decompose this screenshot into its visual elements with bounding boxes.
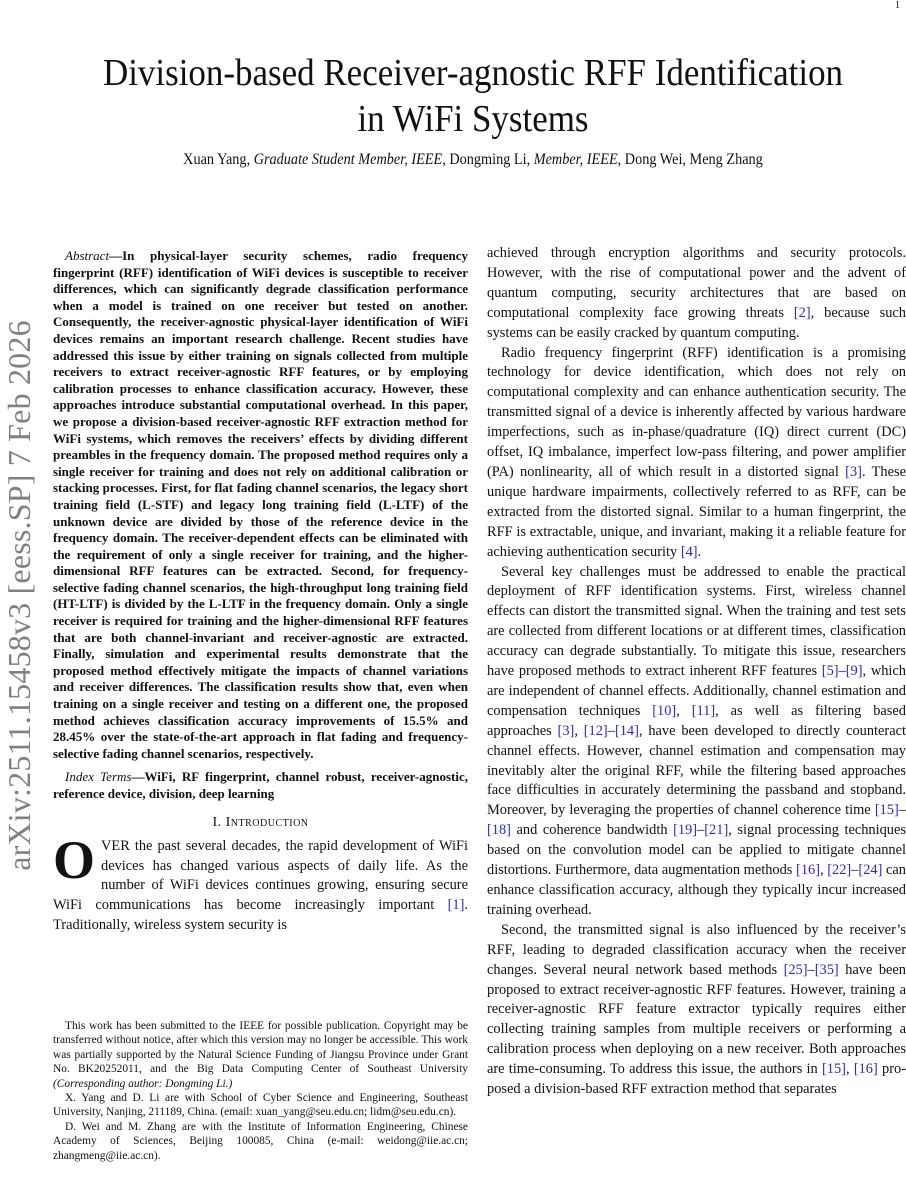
author-membership: Graduate Student Member, IEEE xyxy=(253,151,443,168)
paragraph-text: , because such systems can be easily cracked by quantum computing. xyxy=(487,304,906,341)
paragraph-text: , which are independent of channel effects. Additionally, channel estimation and compensation techniques xyxy=(487,663,906,719)
author-name: Dong Wei xyxy=(624,151,683,168)
page-number: 1 xyxy=(895,0,900,11)
paragraph-text: proposed a division-based RFF extraction method that separates xyxy=(487,1061,906,1098)
paper-title xyxy=(75,50,872,142)
paragraph-text: have been proposed to extract receiver-agnostic RFF features. However, training a receiver-agnostic RFF feature extractor typically requires either collecting training samples from multiple receivers or performing a calibration process when deploying on a new receiver. Both approaches are time-consuming. To address this issue, the authors in xyxy=(487,961,906,1078)
paragraph-text: Second, the transmitted signal is also influenced by the receiver’s RFF, leading to degraded classification accuracy when the receiver changes. Several neural network based methods xyxy=(487,921,906,978)
right-column xyxy=(487,244,906,1100)
author-name: Xuan Yang xyxy=(183,151,247,168)
footnotes xyxy=(53,1019,468,1163)
citation-link[interactable]: [21] xyxy=(704,822,729,839)
citation-link[interactable]: [25] xyxy=(783,961,808,978)
intro-paragraph xyxy=(487,344,906,563)
intro-paragraph xyxy=(487,244,906,344)
abstract-label: Abstract xyxy=(65,248,110,263)
paragraph-text: , as well as filtering based approaches xyxy=(487,702,906,739)
citation-link[interactable]: [24] xyxy=(858,862,883,879)
citation-link[interactable]: [1] xyxy=(447,897,465,914)
paragraph-text: . xyxy=(697,543,702,560)
citation-link[interactable]: [15] xyxy=(821,1061,846,1078)
paragraph-text: – xyxy=(607,722,615,739)
paragraph-text: can enhance classification accuracy, although they typically incur increased training overhead. xyxy=(487,862,906,918)
citation-link[interactable]: [16] xyxy=(796,862,821,879)
paper-title-line1: Division-based Receiver-agnostic RFF Identification xyxy=(102,52,844,94)
citation-link[interactable]: [12] xyxy=(583,722,608,739)
arxiv-stamp xyxy=(2,250,36,940)
citation-link[interactable]: [5] xyxy=(821,663,839,680)
index-terms-label: Index Terms xyxy=(65,769,132,785)
section-title: Introduction xyxy=(225,814,309,830)
paragraph-text: – xyxy=(838,663,846,680)
paragraph-text: achieved through encryption algorithms and security protocols. However, with the rise of computational power and the advent of quantum computing, security architectures that are based on computational complexity face growing threats xyxy=(487,245,906,321)
footnote-affiliation-2: D. Wei and M. Zhang are with the Institute of Information Engineering, Chinese Academy of Sciences, Beijing 100085, China (e-mail: weidong@iie.ac.cn; zhangmeng@iie.ac.cn). xyxy=(53,1120,468,1162)
intro-paragraph xyxy=(487,921,906,1100)
paragraph-text: , xyxy=(574,722,584,739)
intro-paragraph xyxy=(487,563,906,921)
paragraph-text: – xyxy=(851,862,859,879)
paragraph-text: and coherence bandwidth xyxy=(510,822,674,839)
citation-link[interactable]: [3] xyxy=(557,722,575,739)
paragraph-text: , xyxy=(676,702,692,719)
citation-link[interactable]: [15] xyxy=(874,802,899,819)
citation-link[interactable]: [35] xyxy=(814,961,839,978)
paragraph-text: – xyxy=(697,822,705,839)
citation-link[interactable]: [10] xyxy=(652,702,677,719)
citation-link[interactable]: [4] xyxy=(680,543,698,560)
paragraph-text: Radio frequency fingerprint (RFF) identification is a promising technology for device identification, which does not rely on computational complexity and can enhance authentication security. The transmitted signal of a device is inherently affected by various hardware imperfections, such as in-phase/quadrature (IQ) direct current (DC) offset, IQ imbalance, imperfect low-pass filtering, and power amplifier (PA) nonlinearity, all of which result in a distorted signal xyxy=(487,344,906,480)
paragraph-text: Several key challenges must be addressed to enable the practical deployment of RFF identification systems. First, wireless channel effects can distort the transmitted signal. When the training and test sets are collected from different locations or at different times, classification accuracy can degrade substantially. To mitigate this issue, researchers have proposed methods to extract inherent RFF features xyxy=(487,563,906,680)
paragraph-text: – xyxy=(807,961,815,978)
paragraph-text: , signal processing techniques based on the convolution model can be applied to mitigate channel distortions. Furthermore, data augmentation methods xyxy=(487,822,906,879)
author-membership: Member, IEEE xyxy=(533,151,618,168)
citation-link[interactable]: [14] xyxy=(614,722,639,739)
citation-link[interactable]: [11] xyxy=(691,702,716,719)
citation-link[interactable]: [18] xyxy=(487,822,511,839)
left-column xyxy=(53,248,468,936)
intro-paragraph xyxy=(53,829,468,937)
intro-left-body xyxy=(53,829,468,937)
paper-title-line2: in WiFi Systems xyxy=(357,98,589,140)
arxiv-stamp-text: arXiv:2511.15458v3 [eess.SP] 7 Feb 2026 xyxy=(0,319,37,871)
section-heading-introduction xyxy=(53,815,468,831)
citation-link[interactable]: [3] xyxy=(845,463,862,480)
abstract: Abstract—In physical-layer security schemes, radio frequency fingerprint (RFF) identification of WiFi devices is susceptible to receiver differences, which can significantly degrade classification performance when a model is trained on one receiver but tested on another. Consequently, the receiver-agnostic physical-layer identification of WiFi devices remains an important research challenge. Recent studies have addressed this issue by either training on signals collected from multiple receivers to extract receiver-agnostic RFF features, or by employing calibration processes to enhance classification accuracy. However, these approaches introduce substantial computational overhead. In this paper, we propose a division-based receiver-agnostic RFF extraction method for WiFi systems, which removes the receivers’ effects by dividing different preambles in the frequency domain. The proposed method requires only a single receiver for training and does not rely on additional calibration or stacking processes. First, for flat fading channel scenarios, the legacy short training field (L-STF) and legacy long training field (L-LTF) of the unknown device are divided by those of the reference device in the frequency domain. The receiver-dependent effects can be eliminated with the requirement of only a single receiver for training, and the higher-dimensional RFF features can be extracted. Second, for frequency-selective fading channel scenarios, the high-throughput long training field (HT-LTF) is divided by the L-LTF in the frequency domain. Only a single receiver is required for training and the higher-dimensional RFF features that are both channel-invariant and receiver-agnostic are extracted. Finally, simulation and experimental results demonstrate that the proposed method effectively mitigate the impacts of channel variations and receiver differences. The classification results show that, even when training on a single receiver and testing on a different one, the proposed method achieves classification accuracy improvements of 15.5% and 28.45% over the state-of-the-art approach in flat fading and frequency-selective fading channel scenarios, respectively. xyxy=(53,248,468,761)
author-name: Meng Zhang xyxy=(689,151,763,168)
paragraph-text: , xyxy=(845,1061,854,1078)
paragraph-text: , have been developed to directly counteract channel effects. However, channel estimation and compensation may inevitably alter the original RFF, while the filtering based approaches face difficulties in accurately determining the passband and stopband. Moreover, by leveraging the properties of channel coherence time xyxy=(487,722,906,819)
author-name: Dongming Li xyxy=(449,151,527,168)
citation-link[interactable]: [19] xyxy=(673,822,698,839)
citation-link[interactable]: [22] xyxy=(827,862,852,879)
footnote-funding-text: This work has been submitted to the IEEE for possible publication. Copyright may be transferred without notice, after which this version may no longer be accessible. This work was partially supported by the Natural Science Funding of Jiangsu Province under Grant No. BK20252011, and the Big Data Computing Center of Southeast University xyxy=(53,1020,468,1076)
paragraph-text: . Traditionally, wireless system security is xyxy=(53,897,468,934)
index-terms: Index Terms—WiFi, RF fingerprint, channel robust, receiver-agnostic, reference device, division, deep learning xyxy=(53,769,468,801)
citation-link[interactable]: [16] xyxy=(853,1061,878,1078)
footnote-corresponding-author: (Corresponding author: Dongming Li.) xyxy=(53,1077,233,1090)
paragraph-text: – xyxy=(898,802,906,819)
section-number: I. xyxy=(212,814,222,830)
index-terms-text: WiFi, RF fingerprint, channel robust, receiver-agnostic, reference device, division, deep learning xyxy=(53,769,468,801)
footnote-funding xyxy=(53,1019,468,1091)
citation-link[interactable]: [2] xyxy=(793,304,811,321)
paragraph-text: , xyxy=(820,862,828,879)
footnote-affiliation-1: X. Yang and D. Li are with School of Cyber Science and Engineering, Southeast University, Nanjing, 211189, China. (email: xuan_yang@seu.edu.cn; lidm@seu.edu.cn). xyxy=(53,1092,468,1119)
abstract-text: In physical-layer security schemes, radio frequency fingerprint (RFF) identification of WiFi devices is susceptible to receiver differences, which can significantly degrade classification performance when a model is trained on one receiver but tested on another. Consequently, the receiver-agnostic physical-layer identification of WiFi devices remains an important research challenge. Recent studies have addressed this issue by either training on signals collected from multiple receivers to extract receiver-agnostic RFF features, or by employing calibration processes to enhance classification accuracy. However, these approaches introduce substantial computational overhead. In this paper, we propose a division-based receiver-agnostic RFF extraction method for WiFi systems, which removes the receivers’ effects by dividing different preambles in the frequency domain. The proposed method requires only a single receiver for training and does not rely on additional calibration or stacking processes. First, for flat fading channel scenarios, the legacy short training field (L-STF) and legacy long training field (L-LTF) of the unknown device are divided by those of the reference device in the frequency domain. The receiver-dependent effects can be eliminated with the requirement of only a single receiver for training, and the higher-dimensional RFF features can be extracted. Second, for frequency-selective fading channel scenarios, the high-throughput long training field (HT-LTF) is divided by the L-LTF in the frequency domain. Only a single receiver is required for training and the higher-dimensional RFF features that are both channel-invariant and receiver-agnostic are extracted. Finally, simulation and experimental results demonstrate that the proposed method effectively mitigate the impacts of channel variations and receiver differences. The classification results show that, even when training on a single receiver and testing on a different one, the proposed method achieves classification accuracy improvements of 15.5% and 28.45% over the state-of-the-art approach in flat fading and frequency-selective fading channel scenarios, respectively. xyxy=(53,248,468,761)
paragraph-text: VER the past several decades, the rapid development of WiFi devices has changed various aspects of daily life. As the number of WiFi devices continues growing, ensuring secure WiFi communications has become increasingly important xyxy=(53,837,468,914)
author-list: Xuan Yang, Graduate Student Member, IEEE, Dongming Li, Member, IEEE, Dong Wei, Meng Zhang xyxy=(183,151,763,168)
citation-link[interactable]: [9] xyxy=(845,663,863,680)
dropcap-letter: O xyxy=(53,829,96,890)
paragraph-text: . These unique hardware impairments, collectively referred to as RFF, can be extracted from the distorted signal. Similar to a human fingerprint, the RFF is extractable, unique, and invariant, making it a reliable feature for achieving authentication security xyxy=(487,463,906,560)
